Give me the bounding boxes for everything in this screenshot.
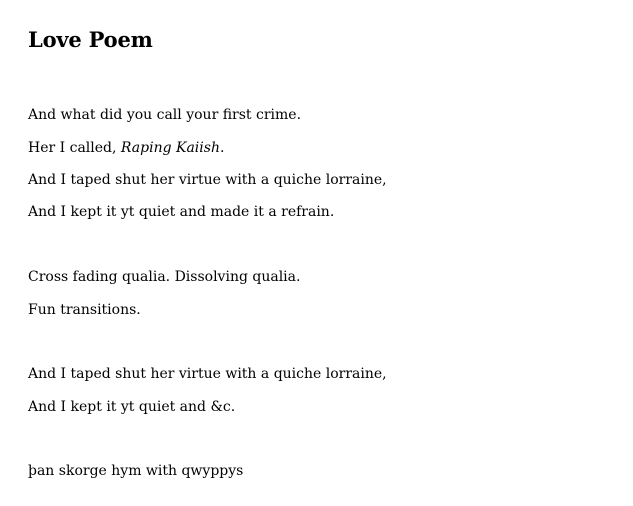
poem-line: And what did you call your first crime. (28, 107, 302, 123)
poem-line: Fun transitions. (28, 302, 141, 318)
poem-line: And I kept it yt quiet and &c. (28, 399, 236, 415)
poem-line-text: Her I called, (28, 140, 121, 156)
poem-line: And I taped shut her virtue with a quiche lorraine, (28, 366, 387, 382)
poem-line-punctuation: . (219, 140, 225, 156)
poem-line: And I kept it yt quiet and made it a refrain. (28, 204, 335, 220)
poem-title: Love Poem (28, 27, 153, 52)
poem-line: And I taped shut her virtue with a quiche lorraine, (28, 172, 387, 188)
poem-line: þan skorge hym with qwyppys (28, 463, 244, 479)
poem-line (28, 139, 224, 157)
poem-line: Cross fading qualia. Dissolving qualia. (28, 269, 301, 285)
poem-line-italic-text: Raping Kaiish (120, 140, 220, 156)
